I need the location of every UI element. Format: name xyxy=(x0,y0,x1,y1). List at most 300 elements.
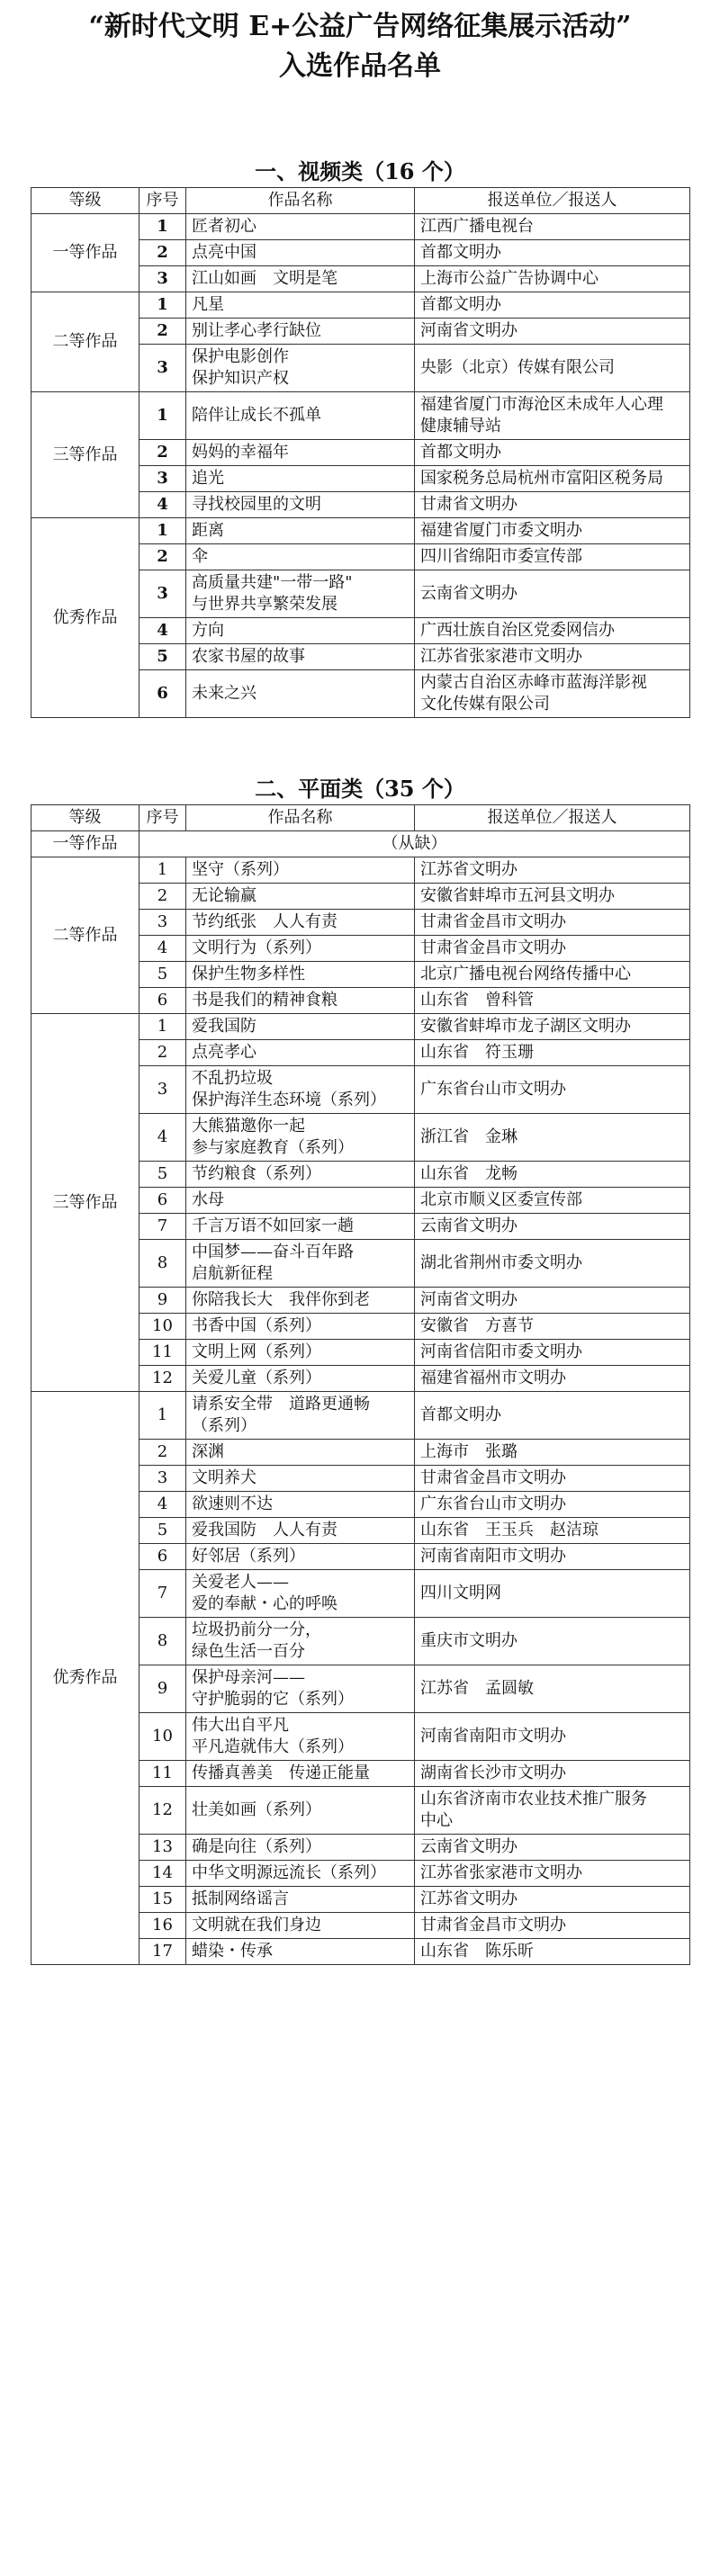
number-cell: 10 xyxy=(140,1314,186,1340)
work-name-cell xyxy=(186,1835,415,1861)
submitter-line: 江苏省张家港市文明办 xyxy=(420,647,582,666)
work-name-cell xyxy=(186,1761,415,1787)
work-name-cell xyxy=(186,1114,415,1162)
number-cell: 3 xyxy=(140,345,186,392)
submitter-cell xyxy=(415,1440,690,1466)
submitter-line: 央影（北京）传媒有限公司 xyxy=(420,358,615,377)
submitter-cell xyxy=(415,1314,690,1340)
work-name-cell xyxy=(186,1162,415,1188)
submitter-line: 北京广播电视台网络传播中心 xyxy=(420,965,631,983)
submitter-line: 湖南省长沙市文明办 xyxy=(420,1764,566,1782)
work-name-cell xyxy=(186,1665,415,1713)
submitter-line: 文化传媒有限公司 xyxy=(420,695,550,714)
number-cell: 3 xyxy=(140,466,186,492)
work-name-line: 抵制网络谣言 xyxy=(192,1889,289,1908)
submitter-line: 山东省济南市农业技术推广服务 xyxy=(420,1790,647,1809)
submitter-cell xyxy=(415,670,690,718)
work-name-cell xyxy=(186,1861,415,1887)
submitter-cell xyxy=(415,214,690,240)
work-name-cell xyxy=(186,1913,415,1939)
submitter-line: 重庆市文明办 xyxy=(420,1631,518,1650)
work-name-line: 高质量共建"一带一路" xyxy=(192,573,353,592)
level-cell: 优秀作品 xyxy=(32,518,140,718)
submitter-line: 安徽省蚌埠市五河县文明办 xyxy=(420,886,615,905)
number-cell: 7 xyxy=(140,1570,186,1618)
work-name-line: 确是向往（系列） xyxy=(192,1837,321,1856)
number-cell: 2 xyxy=(140,884,186,910)
work-name-line: 爱我国防 xyxy=(192,1017,256,1036)
submitter-cell xyxy=(415,266,690,292)
work-name-cell xyxy=(186,345,415,392)
submitter-line: 首都文明办 xyxy=(420,295,501,314)
work-name-line: 关爱老人—— xyxy=(192,1573,289,1592)
work-name-cell xyxy=(186,1014,415,1040)
work-name-line: 书是我们的精神食粮 xyxy=(192,991,338,1010)
submitter-cell xyxy=(415,1761,690,1787)
submitter-line: 河南省文明办 xyxy=(420,1290,518,1309)
work-name-line: 保护电影创作 xyxy=(192,347,289,366)
work-name-line: 垃圾扔前分一分， xyxy=(192,1620,321,1639)
section-heading-print: 二、平面类（35 个） xyxy=(255,776,465,802)
work-name-cell xyxy=(186,266,415,292)
submitter-line: 健康辅导站 xyxy=(420,417,501,435)
submitter-cell xyxy=(415,1162,690,1188)
work-name-line: 不乱扔垃圾 xyxy=(192,1069,273,1088)
submitter-cell xyxy=(415,1913,690,1939)
work-name-line: 启航新征程 xyxy=(192,1264,273,1283)
table-row xyxy=(32,214,690,240)
submitter-line: 上海市公益广告协调中心 xyxy=(420,269,598,288)
submitter-cell xyxy=(415,570,690,618)
submitter-cell xyxy=(415,1570,690,1618)
work-name-line: 好邻居（系列） xyxy=(192,1547,305,1566)
submitter-cell xyxy=(415,1887,690,1913)
header-number: 序号 xyxy=(140,188,186,214)
header-level: 等级 xyxy=(32,188,140,214)
submitter-cell xyxy=(415,618,690,644)
work-name-cell xyxy=(186,1040,415,1066)
table-header-row xyxy=(32,188,690,214)
table-row xyxy=(32,831,690,857)
submitter-cell xyxy=(415,884,690,910)
submitter-cell xyxy=(415,1240,690,1288)
number-cell: 1 xyxy=(140,392,186,440)
work-name-line: 伟大出自平凡 xyxy=(192,1716,289,1735)
work-name-line: 保护知识产权 xyxy=(192,369,289,388)
submitter-line: 山东省 王玉兵 赵洁琼 xyxy=(420,1521,598,1539)
work-name-line: 未来之兴 xyxy=(192,684,256,703)
work-name-cell xyxy=(186,544,415,570)
work-name-line: 蜡染・传承 xyxy=(192,1942,273,1961)
number-cell: 2 xyxy=(140,440,186,466)
submitter-line: 福建省厦门市委文明办 xyxy=(420,521,582,540)
work-name-line: 农家书屋的故事 xyxy=(192,647,305,666)
work-name-line: 水母 xyxy=(192,1190,224,1209)
work-name-line: 书香中国（系列） xyxy=(192,1316,321,1335)
work-name-line: 陪伴让成长不孤单 xyxy=(192,406,321,425)
number-cell: 9 xyxy=(140,1288,186,1314)
work-name-line: 点亮孝心 xyxy=(192,1043,256,1062)
table-row xyxy=(32,518,690,544)
submitter-cell xyxy=(415,1340,690,1366)
submitter-cell xyxy=(415,1492,690,1518)
submitter-cell xyxy=(415,644,690,670)
work-name-cell xyxy=(186,884,415,910)
submitter-line: 甘肃省文明办 xyxy=(420,495,518,514)
work-name-line: 文明养犬 xyxy=(192,1468,256,1487)
number-cell: 5 xyxy=(140,644,186,670)
submitter-cell xyxy=(415,544,690,570)
submitter-line: 云南省文明办 xyxy=(420,1837,518,1856)
header-submitter: 报送单位／报送人 xyxy=(415,188,690,214)
submitter-line: 河南省文明办 xyxy=(420,321,518,340)
work-name-cell xyxy=(186,1570,415,1618)
work-name-line: 无论输赢 xyxy=(192,886,256,905)
number-cell: 8 xyxy=(140,1240,186,1288)
submitter-cell xyxy=(415,292,690,319)
work-name-cell xyxy=(186,319,415,345)
work-name-cell xyxy=(186,1188,415,1214)
submitter-cell xyxy=(415,392,690,440)
submitter-line: 甘肃省金昌市文明办 xyxy=(420,1468,566,1487)
submitter-cell xyxy=(415,1544,690,1570)
work-name-line: （系列） xyxy=(192,1416,256,1435)
submitter-line: 甘肃省金昌市文明办 xyxy=(420,938,566,957)
work-name-cell xyxy=(186,492,415,518)
work-name-line: 妈妈的幸福年 xyxy=(192,443,289,462)
submitter-line: 中心 xyxy=(420,1811,453,1830)
submitter-cell xyxy=(415,1861,690,1887)
work-name-line: 参与家庭教育（系列） xyxy=(192,1138,354,1157)
number-cell: 12 xyxy=(140,1366,186,1392)
work-name-line: 方向 xyxy=(192,621,224,640)
work-name-line: 文明上网（系列） xyxy=(192,1342,321,1361)
number-cell: 1 xyxy=(140,1392,186,1440)
submitter-cell xyxy=(415,1014,690,1040)
work-name-cell xyxy=(186,1288,415,1314)
submitter-cell xyxy=(415,440,690,466)
work-name-cell xyxy=(186,1466,415,1492)
work-name-line: 文明行为（系列） xyxy=(192,938,321,957)
submitter-line: 首都文明办 xyxy=(420,443,501,462)
submitter-cell xyxy=(415,518,690,544)
work-name-line: 坚守（系列） xyxy=(192,860,289,879)
work-name-line: 爱我国防 人人有责 xyxy=(192,1521,338,1539)
submitter-line: 江西广播电视台 xyxy=(420,217,534,236)
work-name-cell xyxy=(186,1492,415,1518)
submitter-line: 江苏省文明办 xyxy=(420,1889,518,1908)
number-cell: 5 xyxy=(140,1518,186,1544)
table-row xyxy=(32,1392,690,1440)
number-cell: 2 xyxy=(140,544,186,570)
number-cell: 2 xyxy=(140,1440,186,1466)
number-cell: 5 xyxy=(140,1162,186,1188)
submitter-line: 福建省福州市文明办 xyxy=(420,1369,566,1387)
number-cell: 11 xyxy=(140,1761,186,1787)
submitter-line: 云南省文明办 xyxy=(420,584,518,603)
number-cell: 11 xyxy=(140,1340,186,1366)
work-name-line: 凡星 xyxy=(192,295,224,314)
work-name-cell xyxy=(186,1518,415,1544)
work-name-cell xyxy=(186,1214,415,1240)
submitter-line: 江苏省张家港市文明办 xyxy=(420,1863,582,1882)
number-cell: 14 xyxy=(140,1861,186,1887)
header-work-name: 作品名称 xyxy=(186,805,415,831)
document-title-line1: “新时代文明 E+公益广告网络征集展示活动” xyxy=(88,11,632,42)
submitter-line: 山东省 曾科管 xyxy=(420,991,534,1010)
work-name-cell xyxy=(186,936,415,962)
number-cell: 2 xyxy=(140,240,186,266)
work-name-line: 匠者初心 xyxy=(192,217,256,236)
submitter-line: 河南省信阳市委文明办 xyxy=(420,1342,582,1361)
number-cell: 9 xyxy=(140,1665,186,1713)
table-row xyxy=(32,292,690,319)
level-cell: 一等作品 xyxy=(32,831,140,857)
number-cell: 13 xyxy=(140,1835,186,1861)
number-cell: 6 xyxy=(140,670,186,718)
submitter-cell xyxy=(415,1665,690,1713)
work-name-cell xyxy=(186,1314,415,1340)
submitter-cell xyxy=(415,1040,690,1066)
submitter-line: 甘肃省金昌市文明办 xyxy=(420,1916,566,1934)
work-name-cell xyxy=(186,1544,415,1570)
submitter-line: 甘肃省金昌市文明办 xyxy=(420,912,566,931)
submitter-line: 首都文明办 xyxy=(420,1405,501,1424)
work-name-line: 传播真善美 传递正能量 xyxy=(192,1764,370,1782)
submitter-cell xyxy=(415,936,690,962)
work-name-line: 追光 xyxy=(192,469,224,488)
work-name-line: 守护脆弱的它（系列） xyxy=(192,1690,354,1709)
work-name-cell xyxy=(186,618,415,644)
submitter-cell xyxy=(415,1066,690,1114)
number-cell: 1 xyxy=(140,1014,186,1040)
number-cell: 2 xyxy=(140,1040,186,1066)
submitter-line: 四川文明网 xyxy=(420,1584,501,1602)
number-cell: 4 xyxy=(140,936,186,962)
submitter-cell xyxy=(415,1392,690,1440)
work-name-line: 中华文明源远流长（系列） xyxy=(192,1863,386,1882)
submitter-line: 上海市 张璐 xyxy=(420,1442,518,1461)
number-cell: 6 xyxy=(140,988,186,1014)
submitter-line: 四川省绵阳市委宣传部 xyxy=(420,547,582,566)
work-name-line: 伞 xyxy=(192,547,208,566)
work-name-cell xyxy=(186,1713,415,1761)
table-header-row xyxy=(32,805,690,831)
work-name-line: 爱的奉献・心的呼唤 xyxy=(192,1594,338,1613)
submitter-line: 福建省厦门市海沧区未成年人心理 xyxy=(420,395,663,414)
submitter-line: 广东省台山市文明办 xyxy=(420,1494,566,1513)
submitter-line: 河南省南阳市文明办 xyxy=(420,1547,566,1566)
work-name-line: 绿色生活一百分 xyxy=(192,1642,305,1661)
submitter-line: 安徽省蚌埠市龙子湖区文明办 xyxy=(420,1017,631,1036)
submitter-line: 山东省 陈乐昕 xyxy=(420,1942,534,1961)
work-name-line: 保护海洋生态环境（系列） xyxy=(192,1091,386,1109)
number-cell: 4 xyxy=(140,1114,186,1162)
level-cell: 二等作品 xyxy=(32,857,140,1014)
work-name-line: 请系安全带 道路更通畅 xyxy=(192,1395,370,1414)
number-cell: 3 xyxy=(140,910,186,936)
table-row xyxy=(32,1014,690,1040)
submitter-line: 广东省台山市文明办 xyxy=(420,1080,566,1099)
submitter-cell xyxy=(415,1214,690,1240)
header-submitter: 报送单位／报送人 xyxy=(415,805,690,831)
work-name-cell xyxy=(186,518,415,544)
work-name-cell xyxy=(186,962,415,988)
work-name-cell xyxy=(186,1787,415,1835)
submitter-line: 首都文明办 xyxy=(420,243,501,262)
work-name-line: 欲速则不达 xyxy=(192,1494,273,1513)
submitter-cell xyxy=(415,345,690,392)
level-cell: 一等作品 xyxy=(32,214,140,292)
table-row xyxy=(32,857,690,884)
number-cell: 7 xyxy=(140,1214,186,1240)
number-cell: 3 xyxy=(140,1066,186,1114)
number-cell: 8 xyxy=(140,1618,186,1665)
number-cell: 6 xyxy=(140,1544,186,1570)
submitter-cell xyxy=(415,1618,690,1665)
work-name-cell xyxy=(186,392,415,440)
work-name-line: 江山如画 文明是笔 xyxy=(192,269,338,288)
header-work-name: 作品名称 xyxy=(186,188,415,214)
work-name-line: 你陪我长大 我伴你到老 xyxy=(192,1290,370,1309)
number-cell: 4 xyxy=(140,492,186,518)
work-name-line: 壮美如画（系列） xyxy=(192,1800,321,1819)
submitter-line: 河南省南阳市文明办 xyxy=(420,1727,566,1746)
number-cell: 1 xyxy=(140,214,186,240)
level-cell: 优秀作品 xyxy=(32,1392,140,1965)
header-number: 序号 xyxy=(140,805,186,831)
work-name-cell xyxy=(186,1887,415,1913)
level-cell: 三等作品 xyxy=(32,392,140,518)
number-cell: 3 xyxy=(140,266,186,292)
header-level: 等级 xyxy=(32,805,140,831)
work-name-line: 大熊猫邀你一起 xyxy=(192,1117,305,1135)
number-cell: 1 xyxy=(140,292,186,319)
submitter-line: 江苏省文明办 xyxy=(420,860,518,879)
document-title-line2: 入选作品名单 xyxy=(279,50,441,82)
submitter-cell xyxy=(415,1288,690,1314)
work-name-cell xyxy=(186,1939,415,1965)
submitter-line: 山东省 龙畅 xyxy=(420,1164,518,1183)
number-cell: 1 xyxy=(140,518,186,544)
number-cell: 4 xyxy=(140,618,186,644)
submitter-line: 北京市顺义区委宣传部 xyxy=(420,1190,582,1209)
work-name-line: 别让孝心孝行缺位 xyxy=(192,321,321,340)
number-cell: 12 xyxy=(140,1787,186,1835)
number-cell: 3 xyxy=(140,1466,186,1492)
submitter-line: 安徽省 方喜节 xyxy=(420,1316,534,1335)
work-name-cell xyxy=(186,570,415,618)
section-heading-video: 一、视频类（16 个） xyxy=(255,158,465,184)
number-cell: 15 xyxy=(140,1887,186,1913)
work-name-line: 平凡造就伟大（系列） xyxy=(192,1737,354,1756)
work-name-line: 关爱儿童（系列） xyxy=(192,1369,321,1387)
submitter-cell xyxy=(415,1366,690,1392)
work-name-cell xyxy=(186,857,415,884)
table-row xyxy=(32,392,690,440)
submitter-cell xyxy=(415,1466,690,1492)
work-name-cell xyxy=(186,292,415,319)
work-name-line: 保护生物多样性 xyxy=(192,965,305,983)
video-table xyxy=(31,187,690,718)
work-name-cell xyxy=(186,1066,415,1114)
work-name-line: 寻找校园里的文明 xyxy=(192,495,321,514)
submitter-line: 国家税务总局杭州市富阳区税务局 xyxy=(420,469,663,488)
submitter-line: 江苏省 孟圆敏 xyxy=(420,1679,534,1698)
work-name-cell xyxy=(186,1340,415,1366)
work-name-cell xyxy=(186,1240,415,1288)
work-name-cell xyxy=(186,1366,415,1392)
work-name-cell xyxy=(186,466,415,492)
submitter-cell xyxy=(415,466,690,492)
submitter-line: 云南省文明办 xyxy=(420,1216,518,1235)
submitter-line: 广西壮族自治区党委网信办 xyxy=(420,621,615,640)
submitter-cell xyxy=(415,1939,690,1965)
submitter-line: 山东省 符玉珊 xyxy=(420,1043,534,1062)
work-name-cell xyxy=(186,1392,415,1440)
work-name-line: 千言万语不如回家一趟 xyxy=(192,1216,354,1235)
vacant-cell: （从缺） xyxy=(140,831,690,857)
number-cell: 6 xyxy=(140,1188,186,1214)
number-cell: 3 xyxy=(140,570,186,618)
number-cell: 4 xyxy=(140,1492,186,1518)
work-name-line: 距离 xyxy=(192,521,224,540)
work-name-line: 文明就在我们身边 xyxy=(192,1916,321,1934)
submitter-cell xyxy=(415,1188,690,1214)
submitter-cell xyxy=(415,910,690,936)
number-cell: 2 xyxy=(140,319,186,345)
work-name-cell xyxy=(186,1440,415,1466)
work-name-line: 节约纸张 人人有责 xyxy=(192,912,338,931)
submitter-cell xyxy=(415,1713,690,1761)
work-name-line: 点亮中国 xyxy=(192,243,256,262)
work-name-line: 保护母亲河—— xyxy=(192,1668,305,1687)
work-name-line: 深渊 xyxy=(192,1442,224,1461)
submitter-cell xyxy=(415,1835,690,1861)
submitter-cell xyxy=(415,988,690,1014)
number-cell: 5 xyxy=(140,962,186,988)
number-cell: 10 xyxy=(140,1713,186,1761)
submitter-cell xyxy=(415,1787,690,1835)
submitter-line: 内蒙古自治区赤峰市蓝海洋影视 xyxy=(420,673,647,692)
work-name-cell xyxy=(186,1618,415,1665)
submitter-line: 湖北省荆州市委文明办 xyxy=(420,1253,582,1272)
submitter-cell xyxy=(415,240,690,266)
work-name-cell xyxy=(186,988,415,1014)
number-cell: 17 xyxy=(140,1939,186,1965)
level-cell: 二等作品 xyxy=(32,292,140,392)
print-table xyxy=(31,804,690,1965)
submitter-line: 浙江省 金琳 xyxy=(420,1127,518,1146)
submitter-cell xyxy=(415,492,690,518)
work-name-cell xyxy=(186,910,415,936)
level-cell: 三等作品 xyxy=(32,1014,140,1392)
work-name-line: 节约粮食（系列） xyxy=(192,1164,321,1183)
number-cell: 1 xyxy=(140,857,186,884)
number-cell: 16 xyxy=(140,1913,186,1939)
work-name-cell xyxy=(186,670,415,718)
submitter-cell xyxy=(415,1114,690,1162)
work-name-cell xyxy=(186,240,415,266)
submitter-cell xyxy=(415,857,690,884)
work-name-cell xyxy=(186,214,415,240)
work-name-cell xyxy=(186,644,415,670)
submitter-cell xyxy=(415,962,690,988)
submitter-cell xyxy=(415,1518,690,1544)
work-name-cell xyxy=(186,440,415,466)
submitter-cell xyxy=(415,319,690,345)
work-name-line: 与世界共享繁荣发展 xyxy=(192,595,338,614)
